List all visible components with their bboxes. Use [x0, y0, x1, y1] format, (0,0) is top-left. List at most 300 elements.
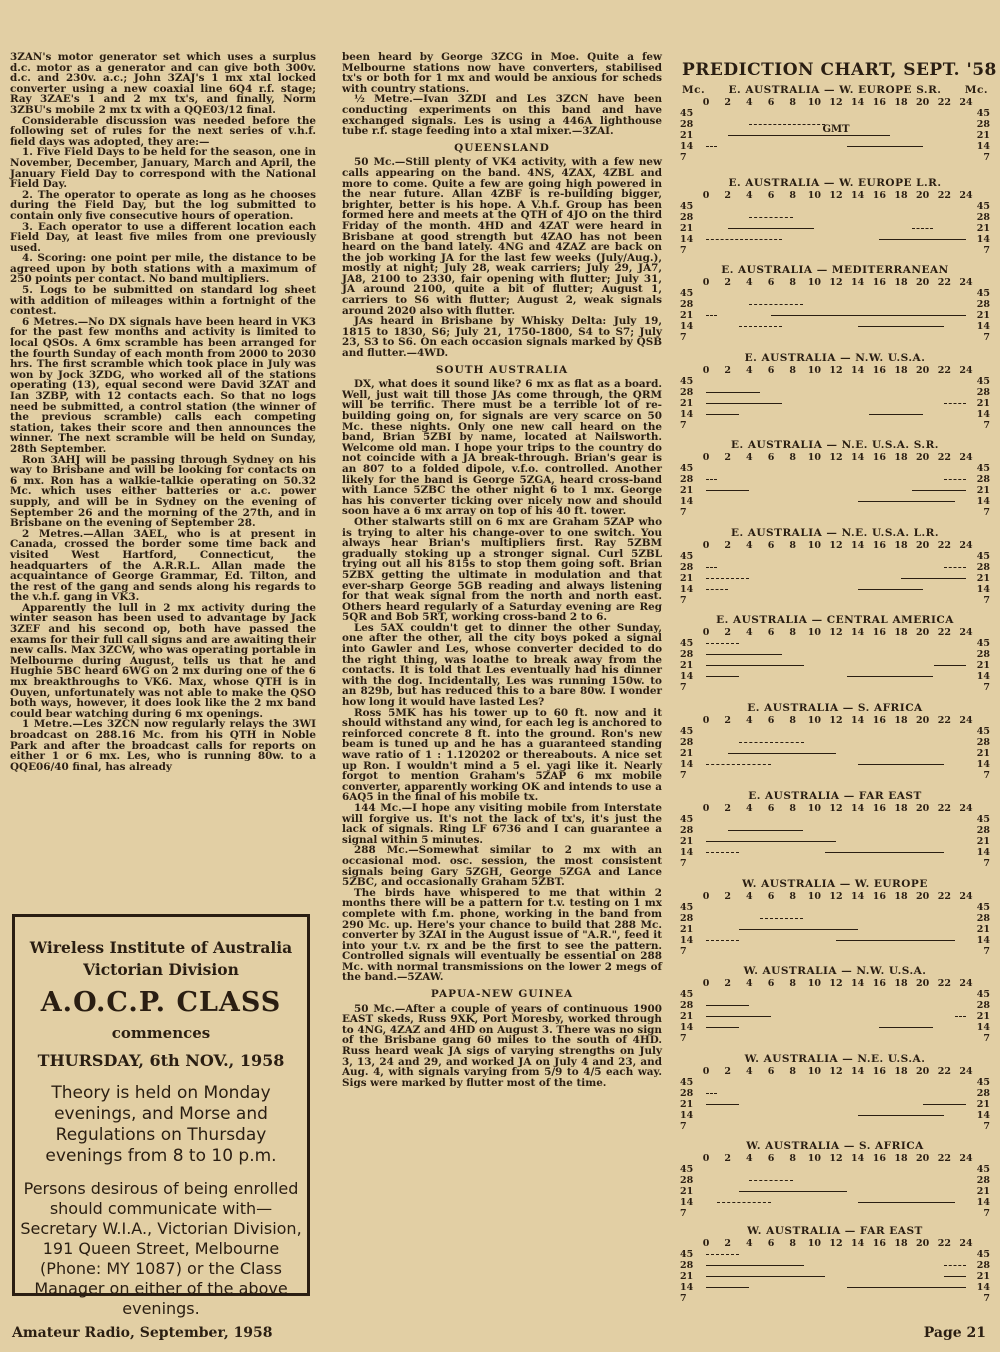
propagation-line: [706, 403, 782, 404]
hour-tick-label: 10: [807, 891, 821, 902]
hour-tick-label: 16: [872, 627, 886, 638]
propagation-line: [706, 940, 739, 941]
hour-tick-label: 0: [702, 1238, 710, 1249]
ad-contact: Persons desirous of being enrolled should communicate with— Secretary W.I.A., Victorian Division, 191 Queen Street, Melbourne (Phone: MY 1087) or the Class Manager on either of the above evenings.: [20, 1179, 302, 1318]
propagation-line: [739, 1191, 847, 1192]
hour-tick-label: 12: [829, 715, 843, 726]
prediction-chart: [680, 264, 990, 348]
frequency-label: 7: [983, 507, 990, 518]
hour-tick-label: 0: [702, 190, 710, 201]
frequency-label: 14: [976, 1197, 990, 1208]
frequency-label: 7: [983, 770, 990, 781]
hour-tick-label: 6: [767, 1153, 775, 1164]
frequency-label: 28: [976, 562, 990, 573]
hour-tick-label: 20: [916, 1066, 930, 1077]
frequency-label: 21: [976, 1011, 990, 1022]
hour-tick-label: 18: [894, 715, 908, 726]
prediction-chart-title: W. AUSTRALIA — N.E. U.S.A.: [744, 1053, 926, 1065]
frequency-label: 45: [680, 1077, 694, 1088]
prediction-chart-header: [680, 965, 990, 977]
frequency-label: 45: [976, 551, 990, 562]
propagation-line: [760, 918, 803, 919]
hour-tick-label: 24: [959, 803, 973, 814]
hour-tick-label: 16: [872, 1238, 886, 1249]
propagation-line: [858, 764, 945, 765]
hour-tick-label: 24: [959, 715, 973, 726]
hour-tick-label: 24: [959, 97, 973, 108]
hour-tick-label: 6: [767, 540, 775, 551]
hour-tick-label: 10: [807, 1238, 821, 1249]
frequency-label: 45: [680, 1249, 694, 1260]
hour-tick-label: 2: [724, 627, 731, 638]
propagation-line: [706, 414, 739, 415]
paragraph: 50 Mc.—After a couple of years of continuous 1900 EAST skeds, Russ 9XK, Port Moresby, worked through to 4NG, 4ZAZ and 4HD on August 3. There was no sign of the Brisbane gang 60 miles to the south of 4HD. Russ heard weak JA sigs of varying strengths on July 3, 13, 24 and 29, and worked JA on July 4 and 23, and Aug. 4, with signals varying from 5/9 to 4/5 each way. Sigs were marked by flutter most of the time.: [342, 1002, 662, 1089]
propagation-line: [739, 326, 782, 327]
hour-tick-label: 20: [916, 97, 930, 108]
frequency-label: 28: [680, 562, 694, 573]
frequency-label: 28: [976, 119, 990, 130]
propagation-line: [706, 1287, 749, 1288]
propagation-line: [706, 852, 739, 853]
prediction-chart-header: [680, 84, 990, 96]
frequency-label: 14: [976, 1282, 990, 1293]
frequency-label: 45: [976, 814, 990, 825]
prediction-chart-header: [680, 439, 990, 451]
propagation-line: [706, 665, 804, 666]
prediction-chart-title: W. AUSTRALIA — FAR EAST: [747, 1225, 923, 1237]
propagation-line: [728, 135, 891, 136]
prediction-chart-header: [680, 702, 990, 714]
hour-tick-label: 14: [851, 97, 865, 108]
frequency-label: 28: [680, 299, 694, 310]
footer-page-number: Page 21: [923, 1325, 986, 1341]
prediction-chart: [680, 790, 990, 874]
propagation-line: [706, 567, 717, 568]
hour-tick-label: 10: [807, 978, 821, 989]
hour-tick-label: 6: [767, 277, 775, 288]
hour-tick-label: 24: [959, 978, 973, 989]
frequency-label: 14: [680, 935, 694, 946]
frequency-label: 28: [680, 913, 694, 924]
hour-tick-label: 24: [959, 1066, 973, 1077]
propagation-line: [912, 228, 934, 229]
frequency-label: 21: [680, 836, 694, 847]
hour-tick-label: 4: [746, 803, 753, 814]
frequency-label: 45: [976, 1077, 990, 1088]
hour-tick-label: 18: [894, 540, 908, 551]
propagation-line: [934, 665, 967, 666]
hour-tick-label: 8: [789, 803, 796, 814]
frequency-label: 7: [983, 152, 990, 163]
paragraph: 1. Five Field Days to be held for the season, one in November, December, January, March and April, the January Field Day to correspond with the National Field Day.: [10, 146, 316, 191]
paragraph: ½ Metre.—Ivan 3ZDI and Les 3ZCN have been conducting experiments on this band and have exchanged signals. Les is using a 446A lighthouse tube r.f. stage feeding into a xtal mixer.—3ZAI.: [342, 93, 662, 138]
frequency-label: 28: [680, 649, 694, 660]
frequency-label: 28: [680, 387, 694, 398]
hour-tick-label: 0: [702, 365, 710, 376]
prediction-chart-title: E. AUSTRALIA — MEDITERRANEAN: [721, 264, 949, 276]
frequency-label: 28: [976, 649, 990, 660]
frequency-label: 14: [976, 671, 990, 682]
hour-tick-label: 16: [872, 978, 886, 989]
hour-tick-label: 12: [829, 627, 843, 638]
hour-tick-label: 14: [851, 190, 865, 201]
frequency-label: 7: [680, 245, 687, 256]
hour-tick-label: 14: [851, 277, 865, 288]
hour-tick-label: 18: [894, 627, 908, 638]
hour-tick-label: 16: [872, 540, 886, 551]
hour-tick-label: 16: [872, 803, 886, 814]
prediction-chart-title: W. AUSTRALIA — N.W. U.S.A.: [743, 965, 927, 977]
hour-tick-label: 24: [959, 365, 973, 376]
hour-tick-label: 10: [807, 365, 821, 376]
propagation-line: [912, 490, 966, 491]
hour-tick-label: 0: [702, 891, 710, 902]
hour-tick-label: 20: [916, 1153, 930, 1164]
hour-tick-label: 2: [724, 97, 731, 108]
frequency-label: 7: [680, 858, 687, 869]
frequency-label: 21: [976, 836, 990, 847]
prediction-chart-title: E. AUSTRALIA — W. EUROPE L.R.: [728, 177, 942, 189]
paragraph: 4. Scoring: one point per mile, the distance to be agreed upon by both stations with a maximum of 250 points per contact. No band multipliers.: [10, 252, 316, 286]
hour-tick-label: 20: [916, 803, 930, 814]
hour-tick-label: 22: [937, 715, 951, 726]
frequency-label: 14: [680, 141, 694, 152]
hour-tick-label: 2: [724, 1066, 731, 1077]
frequency-label: 21: [680, 1186, 694, 1197]
hour-tick-label: 4: [746, 1238, 753, 1249]
frequency-label: 21: [680, 223, 694, 234]
hour-tick-label: 22: [937, 97, 951, 108]
paragraph: 50 Mc.—Still plenty of VK4 activity, with a few new calls appearing on the band. 4NS, 4ZAX, 4ZBL and more to come. Quite a few are going high powered in the near future. Allan 4ZBF is re-building bigger, brighter, better is his hope. A V.h.f. Group has been formed here and meets at the QTH of 4JO on the third Friday of the month. 4HD and 4ZAT were heard in Brisbane at good strength but 4ZAO has not been heard on the band lately. 4NG and 4ZAZ are back on the job working JA for the last few weeks (July/Aug.), mostly at night; July 28, weak carriers; July 29, JA7, JA8, 2100 to 2330, fair opening with flutter; July 31, JA around 2100, quite a bit of flutter; August 1, carriers to S6 with flutter; August 2, weak signals around 2020 also with flutter.: [342, 156, 662, 317]
propagation-line: [847, 676, 934, 677]
hour-tick-label: 6: [767, 365, 775, 376]
frequency-label: 21: [976, 924, 990, 935]
hour-tick-label: 16: [872, 277, 886, 288]
hour-tick-label: 22: [937, 452, 951, 463]
propagation-line: [717, 1202, 771, 1203]
propagation-line: [923, 1104, 966, 1105]
hour-tick-label: 22: [937, 365, 951, 376]
frequency-label: 7: [983, 245, 990, 256]
frequency-label: 21: [680, 1011, 694, 1022]
frequency-label: 7: [680, 332, 687, 343]
prediction-chart-header: [680, 527, 990, 539]
frequency-label: 7: [680, 1208, 687, 1219]
hour-tick-label: 6: [767, 891, 775, 902]
prediction-chart: [680, 439, 990, 523]
hour-tick-label: 10: [807, 803, 821, 814]
frequency-label: 21: [680, 660, 694, 671]
hour-tick-label: 20: [916, 715, 930, 726]
section-heading-papua-new-guinea: PAPUA-NEW GUINEA: [430, 988, 574, 1001]
hour-tick-label: 22: [937, 277, 951, 288]
propagation-line: [858, 326, 945, 327]
frequency-label: 28: [976, 737, 990, 748]
frequency-label: 14: [976, 1022, 990, 1033]
frequency-label: 45: [976, 902, 990, 913]
frequency-label: 7: [680, 420, 687, 431]
paragraph: 3ZAN's motor generator set which uses a surplus d.c. motor as a generator and can give both 300v. d.c. and 230v. a.c.; John 3ZAJ's 1 mx xtal locked converter using a new coaxial line 6Q4 r.f. stage; Ray 3ZAE's 1 and 2 mx tx's, and finally, Norm 3ZBU's mobile 2 mx tx with a QQE03/12 final.: [10, 51, 316, 116]
frequency-label: 21: [680, 748, 694, 759]
propagation-line: [847, 1287, 966, 1288]
hour-tick-label: 18: [894, 97, 908, 108]
frequency-label: 7: [680, 595, 687, 606]
hour-tick-label: 8: [789, 891, 796, 902]
frequency-label: 7: [680, 1293, 687, 1304]
paragraph: 1 Metre.—Les 3ZCN now regularly relays the 3WI broadcast on 288.16 Mc. from his QTH in Noble Park and after the broadcast calls for reports on either 1 or 6 mx. Les, who is running 80w. to a QQE06/40 final, has already: [10, 718, 316, 773]
propagation-line: [706, 841, 836, 842]
propagation-line: [825, 852, 944, 853]
prediction-chart: [680, 965, 990, 1049]
section-heading-south-australia: SOUTH AUSTRALIA: [435, 363, 569, 376]
frequency-label: 28: [976, 913, 990, 924]
frequency-label: 28: [976, 1175, 990, 1186]
frequency-label: 45: [680, 551, 694, 562]
hour-tick-label: 4: [746, 715, 753, 726]
frequency-label: 7: [680, 946, 687, 957]
paragraph: DX, what does it sound like? 6 mx as flat as a board. Well, just wait till those JAs come through, the QRM will be terrific. There must be a terrible lot of re-building going on, for signals are very scarce on 50 Mc. these nights. Only one new call heard on the band, Brian 5ZBI by name, located at Nailsworth. Welcome old man. I hope your trips to the country do not coincide with a JA break-through. Brian's gear is an 807 to a folded dipole, v.f.o. controlled. Another likely for the band is George 5ZGA, heard cross-band with Lance 5ZBC the other night 6 to 1 mx. George has his converter ticking over nicely now and should soon have a 6 mx array on top of his 40 ft. tower.: [342, 378, 662, 518]
frequency-label: 21: [976, 573, 990, 584]
frequency-label: 45: [680, 201, 694, 212]
hour-tick-label: 18: [894, 452, 908, 463]
hour-tick-label: 20: [916, 540, 930, 551]
paragraph: Ron 3AHJ will be passing through Sydney on his way to Brisbane and will be looking for contacts on 6 mx. Ron has a walkie-talkie operating on 50.32 Mc. which uses either batteries or a.c. power supply, and will be in Sydney on the evening of September 26 and the morning of the 27th, and in Brisbane on the evening of September 28.: [10, 453, 316, 530]
propagation-line: [706, 479, 717, 480]
hour-tick-label: 14: [851, 540, 865, 551]
hour-tick-label: 10: [807, 1066, 821, 1077]
hour-tick-label: 12: [829, 1153, 843, 1164]
aocp-class-advert: [12, 914, 310, 1318]
prediction-chart-header: [680, 878, 990, 890]
hour-tick-label: 10: [807, 452, 821, 463]
propagation-line: [869, 414, 923, 415]
hour-tick-label: 20: [916, 277, 930, 288]
frequency-label: 45: [976, 201, 990, 212]
hour-tick-label: 14: [851, 365, 865, 376]
column-1: [10, 52, 316, 772]
propagation-line: [944, 479, 966, 480]
frequency-label: 45: [976, 108, 990, 119]
ad-date: THURSDAY, 6th NOV., 1958: [37, 1051, 285, 1070]
hour-tick-label: 16: [872, 891, 886, 902]
hour-tick-label: 4: [746, 277, 753, 288]
hour-tick-label: 14: [851, 715, 865, 726]
frequency-label: 21: [976, 1186, 990, 1197]
ad-title: A.O.C.P. CLASS: [40, 987, 282, 1018]
hour-tick-label: 4: [746, 627, 753, 638]
frequency-label: 45: [976, 463, 990, 474]
prediction-chart: [680, 527, 990, 611]
frequency-label: 14: [976, 496, 990, 507]
frequency-label: 7: [983, 420, 990, 431]
hour-tick-label: 0: [702, 540, 710, 551]
propagation-line: [706, 490, 749, 491]
hour-tick-label: 2: [724, 715, 731, 726]
hour-tick-label: 12: [829, 1238, 843, 1249]
frequency-label: 28: [976, 387, 990, 398]
hour-tick-label: 0: [702, 97, 710, 108]
hour-tick-label: 8: [789, 190, 796, 201]
frequency-label: 45: [976, 288, 990, 299]
propagation-line: [706, 239, 782, 240]
hour-tick-label: 4: [746, 365, 753, 376]
mc-label-right: Mc.: [964, 84, 988, 96]
frequency-label: 14: [976, 141, 990, 152]
hour-tick-label: 22: [937, 1238, 951, 1249]
hour-tick-label: 8: [789, 540, 796, 551]
frequency-label: 45: [680, 638, 694, 649]
frequency-label: 7: [983, 1208, 990, 1219]
hour-tick-label: 20: [916, 891, 930, 902]
prediction-chart-header: [680, 614, 990, 626]
frequency-label: 7: [983, 858, 990, 869]
frequency-label: 14: [976, 409, 990, 420]
hour-tick-label: 4: [746, 540, 753, 551]
prediction-chart-title: PREDICTION CHART, SEPT. '58: [682, 60, 997, 80]
hour-tick-label: 22: [937, 627, 951, 638]
paragraph: Les 5AX couldn't get to dinner the other Sunday, one after the other, all the city boys poked a signal into Gawler and Les, whose converter decided to do the right thing, was loathe to break away from the contacts. It is told that Les eventually had his dinner with the dog. Incidentally, Les was running 150w. to an 829b, but has reduced this to a bare 80w. I wonder how long it would have lasted Les?: [342, 621, 662, 709]
paragraph: 3. Each operator to use a different location each Field Day, at least five miles from one previously used.: [10, 220, 316, 254]
propagation-line: [749, 217, 792, 218]
frequency-label: 45: [680, 1164, 694, 1175]
hour-tick-label: 0: [702, 277, 710, 288]
hour-tick-label: 0: [702, 452, 710, 463]
hour-tick-label: 18: [894, 891, 908, 902]
ad-org: Wireless Institute of Australia: [29, 938, 293, 957]
frequency-label: 21: [680, 310, 694, 321]
frequency-label: 28: [680, 825, 694, 836]
frequency-label: 7: [983, 1033, 990, 1044]
frequency-label: 21: [680, 924, 694, 935]
section-heading-queensland: QUEENSLAND: [454, 141, 550, 154]
hour-tick-label: 6: [767, 190, 775, 201]
hour-tick-label: 14: [851, 1238, 865, 1249]
hour-tick-label: 24: [959, 1153, 973, 1164]
propagation-line: [749, 1180, 792, 1181]
frequency-label: 28: [680, 737, 694, 748]
propagation-line: [706, 643, 739, 644]
frequency-label: 7: [983, 595, 990, 606]
prediction-chart: [680, 878, 990, 962]
propagation-line: [836, 940, 955, 941]
frequency-label: 28: [680, 212, 694, 223]
frequency-label: 7: [680, 682, 687, 693]
propagation-line: [739, 742, 804, 743]
paragraph: The birds have whispered to me that within 2 months there will be a pattern for t.v. testing on 1 mx complete with f.m. phone, working in the band from 290 Mc. up. Here's your chance to build that 288 Mc. converter by 3ZAI in the August issue of "A.R.", feed it into your t.v. rx and be the first to see the pattern. Controlled signals will eventually be essential on 288 Mc. with normal transmissions on the lower 2 megs of the band.—5ZAW.: [342, 886, 662, 984]
hour-tick-label: 2: [724, 277, 731, 288]
frequency-label: 14: [680, 1282, 694, 1293]
frequency-label: 21: [680, 1271, 694, 1282]
hour-tick-label: 18: [894, 803, 908, 814]
hour-tick-label: 20: [916, 1238, 930, 1249]
frequency-label: 14: [680, 847, 694, 858]
prediction-chart-title: W. AUSTRALIA — S. AFRICA: [746, 1140, 924, 1152]
hour-tick-label: 4: [746, 452, 753, 463]
propagation-line: [847, 146, 923, 147]
frequency-label: 14: [976, 584, 990, 595]
paragraph: 2. The operator to operate as long as he chooses during the Field Day, but the log submitted to contain only five consecutive hours of operation.: [10, 188, 316, 222]
prediction-chart: [680, 702, 990, 786]
frequency-label: 45: [680, 902, 694, 913]
frequency-label: 21: [680, 398, 694, 409]
hour-tick-label: 12: [829, 277, 843, 288]
propagation-line: [728, 753, 836, 754]
hour-tick-label: 18: [894, 365, 908, 376]
hour-tick-label: 4: [746, 190, 753, 201]
hour-tick-label: 12: [829, 1066, 843, 1077]
frequency-label: 28: [976, 212, 990, 223]
frequency-label: 45: [680, 108, 694, 119]
frequency-label: 14: [680, 1197, 694, 1208]
hour-tick-label: 20: [916, 365, 930, 376]
frequency-label: 7: [680, 152, 687, 163]
propagation-line: [858, 1115, 945, 1116]
paragraph: Ross 5MK has his tower up to 60 ft. now and it should withstand any wind, for each leg is anchored to reinforced concrete 8 ft. into the ground. Ron's new beam is tuned up and he has a guaranteed standing wave ratio of 1 : 1.120202 or thereabouts. A nice set up Ron. I wouldn't mind a 5 el. yagi like it. Nearly forgot to mention Graham's 5ZAP 6 mx mobile converter, apparently working OK and intends to use a 6AQ5 in the final of his mobile tx.: [342, 706, 662, 804]
propagation-line: [706, 1254, 739, 1255]
hour-tick-label: 22: [937, 190, 951, 201]
hour-tick-label: 24: [959, 277, 973, 288]
frequency-label: 21: [680, 130, 694, 141]
hour-tick-label: 8: [789, 365, 796, 376]
hour-tick-label: 8: [789, 715, 796, 726]
propagation-line: [706, 764, 771, 765]
frequency-label: 21: [680, 1099, 694, 1110]
frequency-label: 45: [976, 1164, 990, 1175]
frequency-label: 28: [976, 1000, 990, 1011]
hour-tick-label: 20: [916, 190, 930, 201]
hour-tick-label: 10: [807, 715, 821, 726]
hour-tick-label: 22: [937, 1153, 951, 1164]
hour-tick-label: 0: [702, 1153, 710, 1164]
hour-tick-label: 18: [894, 1153, 908, 1164]
hour-tick-label: 6: [767, 627, 775, 638]
prediction-chart-title: E. AUSTRALIA — W. EUROPE S.R.: [728, 84, 942, 96]
propagation-line: [739, 929, 858, 930]
hour-tick-label: 6: [767, 715, 775, 726]
hour-tick-label: 24: [959, 190, 973, 201]
prediction-chart-header: [680, 1225, 990, 1237]
propagation-line: [771, 315, 966, 316]
paragraph: 288 Mc.—Somewhat similar to 2 mx with an occasional mod. osc. session, the most consistent signals being Gary 5ZGH, George 5ZGA and Lance 5ZBC, and occasionally Graham 5ZBT.: [342, 844, 662, 889]
frequency-label: 21: [976, 660, 990, 671]
propagation-line: [858, 589, 923, 590]
hour-tick-label: 14: [851, 803, 865, 814]
prediction-chart: [680, 614, 990, 698]
hour-tick-label: 16: [872, 715, 886, 726]
propagation-line: [706, 392, 760, 393]
propagation-line: [706, 146, 717, 147]
frequency-label: 21: [680, 485, 694, 496]
frequency-label: 45: [976, 638, 990, 649]
propagation-line: [858, 501, 956, 502]
frequency-label: 45: [976, 726, 990, 737]
hour-tick-label: 8: [789, 1066, 796, 1077]
frequency-label: 14: [680, 584, 694, 595]
propagation-line: [728, 228, 815, 229]
propagation-line: [706, 654, 782, 655]
prediction-chart-header: [680, 1053, 990, 1065]
frequency-label: 21: [976, 223, 990, 234]
hour-tick-label: 14: [851, 627, 865, 638]
hour-tick-label: 16: [872, 452, 886, 463]
frequency-label: 14: [976, 759, 990, 770]
prediction-chart-title: E. AUSTRALIA — FAR EAST: [748, 790, 922, 802]
propagation-line: [728, 830, 804, 831]
frequency-label: 21: [976, 1099, 990, 1110]
frequency-label: 14: [680, 759, 694, 770]
ad-commences: commences: [111, 1024, 211, 1042]
frequency-label: 7: [680, 1033, 687, 1044]
